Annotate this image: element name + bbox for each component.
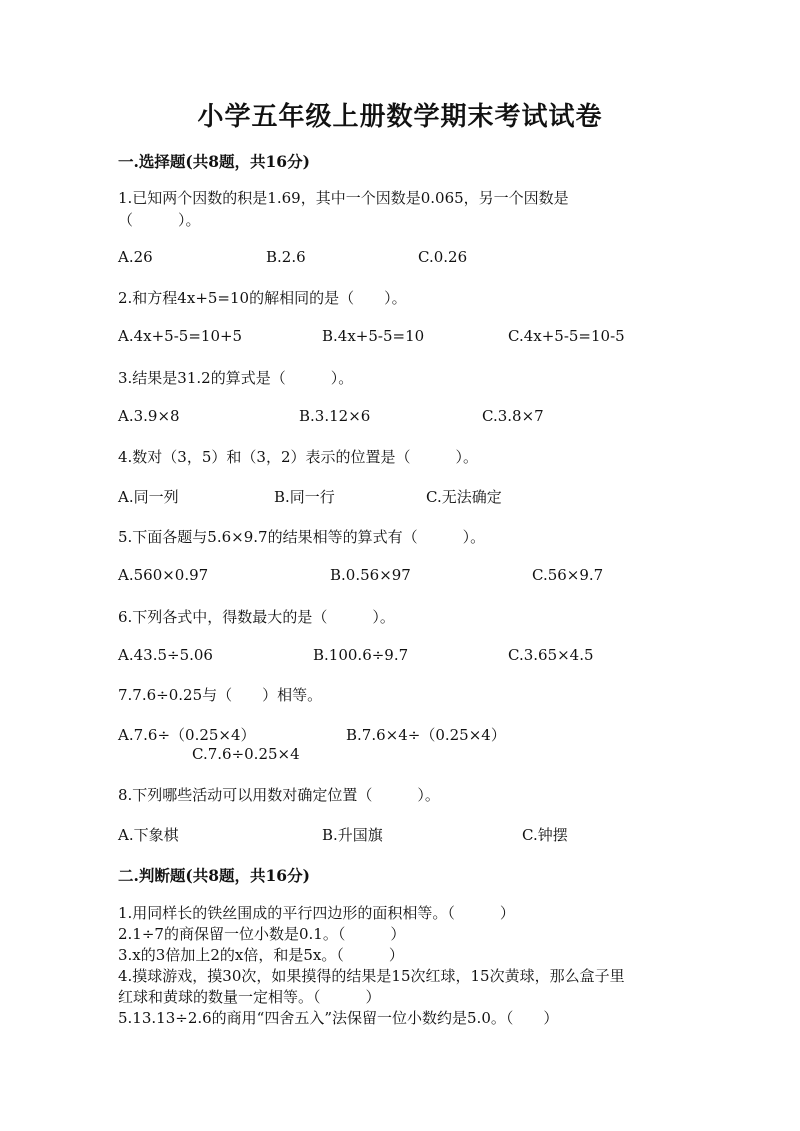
option-c[interactable]: C.56×9.7 [532,566,604,584]
option-a[interactable]: A.7.6÷（0.25×4） [118,726,256,744]
question-6: 6.下列各式中，得数最大的是（ ）。 [118,608,395,626]
question-3: 3.结果是31.2的算式是（ ）。 [118,369,354,387]
option-c[interactable]: C.7.6÷0.25×4 [192,745,300,763]
section-heading-choice: 一.选择题(共8题，共16分) [118,152,310,171]
question-4: 4.数对（3，5）和（3，2）表示的位置是（ ）。 [118,448,478,466]
question-1 [118,187,698,231]
judge-questions [118,903,698,1029]
option-b[interactable]: B.同一行 [274,488,335,506]
judge-item: 3.x的3倍加上2的x倍，和是5x。（ ） [118,946,404,964]
option-a[interactable]: A.4x+5-5=10+5 [118,327,243,345]
option-a[interactable]: A.3.9×8 [118,407,180,425]
option-c[interactable]: C.无法确定 [426,488,502,506]
option-c[interactable]: C.0.26 [418,248,468,266]
option-b[interactable]: B.0.56×97 [330,566,411,584]
judge-item: 2.1÷7的商保留一位小数是0.1。（ ） [118,925,406,943]
option-c[interactable]: C.3.8×7 [482,407,544,425]
question-7: 7.7.6÷0.25与（ ）相等。 [118,686,323,704]
option-a[interactable]: A.同一列 [118,488,179,506]
question-stem-cont: （ ）。 [118,211,201,229]
question-stem: 1.已知两个因数的积是1.69，其中一个因数是0.065，另一个因数是 [118,189,569,207]
question-8: 8.下列哪些活动可以用数对确定位置（ ）。 [118,786,440,804]
option-b[interactable]: B.3.12×6 [299,407,371,425]
options-q2 [118,327,718,349]
option-b[interactable]: B.100.6÷9.7 [313,646,409,664]
option-a[interactable]: A.下象棋 [118,826,179,844]
options-q6 [118,646,718,668]
option-a[interactable]: A.43.5÷5.06 [118,646,213,664]
option-b[interactable]: B.7.6×4÷（0.25×4） [346,726,506,744]
option-a[interactable]: A.26 [118,248,153,266]
judge-item-cont: 红球和黄球的数量一定相等。（ ） [118,988,381,1006]
option-c[interactable]: C.4x+5-5=10-5 [508,327,625,345]
page-title: 小学五年级上册数学期末考试试卷 [197,102,603,132]
options-q8 [118,824,718,846]
option-b[interactable]: B.2.6 [266,248,306,266]
options-q7-cont [118,745,718,767]
judge-item: 4.摸球游戏，摸30次，如果摸得的结果是15次红球，15次黄球，那么盒子里 [118,967,625,985]
options-q3 [118,407,718,429]
options-q4 [118,486,718,508]
options-q7 [118,724,718,746]
option-c[interactable]: C.钟摆 [522,826,568,844]
judge-item: 1.用同样长的铁丝围成的平行四边形的面积相等。（ ） [118,904,515,922]
question-5: 5.下面各题与5.6×9.7的结果相等的算式有（ ）。 [118,528,486,546]
options-q1 [118,248,718,270]
judge-item: 5.13.13÷2.6的商用“四舍五入”法保留一位小数约是5.0。（ ） [118,1009,559,1027]
option-b[interactable]: B.升国旗 [322,826,383,844]
option-a[interactable]: A.560×0.97 [118,566,209,584]
question-2: 2.和方程4x+5=10的解相同的是（ ）。 [118,289,407,307]
option-c[interactable]: C.3.65×4.5 [508,646,594,664]
options-q5 [118,566,718,588]
section-heading-judge: 二.判断题(共8题，共16分) [118,866,310,885]
option-b[interactable]: B.4x+5-5=10 [322,327,425,345]
